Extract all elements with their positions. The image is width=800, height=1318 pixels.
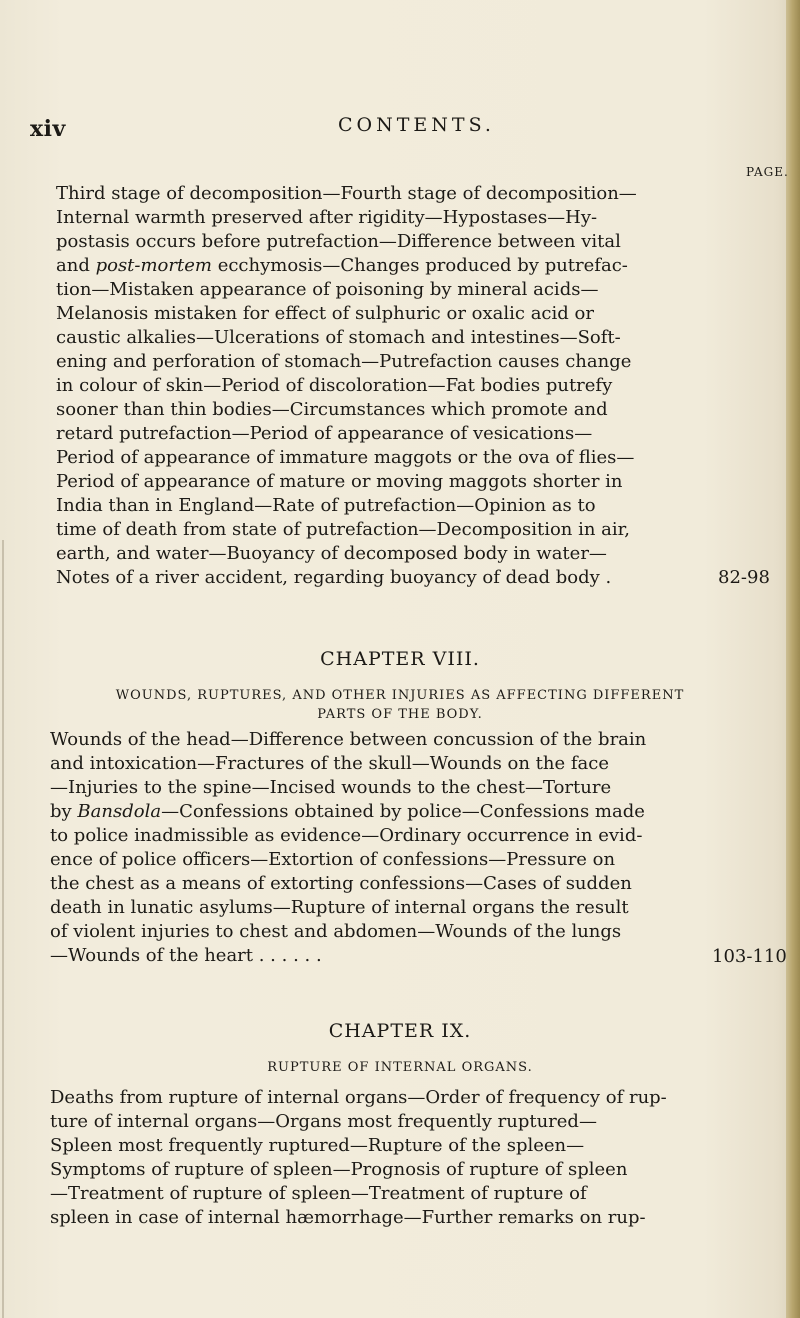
entry-line: retard putrefaction—Period of appearance of vesications— [56,423,593,444]
entry-line: Notes of a river accident, regarding buoyancy of dead body . [56,567,612,588]
entry-line: Internal warmth preserved after rigidity—Hypostases—Hy- [56,207,598,228]
chapter-subtitle-line: WOUNDS, RUPTURES, AND OTHER INJURIES AS AFFECTING DIFFERENT [115,688,685,703]
entry-line: spleen in case of internal hæmorrhage—Further remarks on rup- [50,1207,646,1228]
chapter-heading: CHAPTER VIII. [320,648,480,670]
entry-line: and intoxication—Fractures of the skull—Wounds on the face [50,753,610,774]
chapter-heading: CHAPTER IX. [328,1020,472,1042]
chapter-subtitle [40,686,760,724]
chapter-subtitle-line: RUPTURE OF INTERNAL ORGANS. [267,1060,533,1075]
entry-line: —Treatment of rupture of spleen—Treatment of rupture of [50,1183,587,1204]
chapter-subtitle [40,1058,760,1077]
entry-line: Deaths from rupture of internal organs—Order of frequency of rup- [50,1087,667,1108]
entry-line: in colour of skin—Period of discoloration—Fat bodies putrefy [56,375,613,396]
entry-line: —Wounds of the heart . . . . . . [50,945,322,966]
entry-line: Spleen most frequently ruptured—Rupture of the spleen— [50,1135,585,1156]
entry-line: Period of appearance of mature or moving maggots shorter in [56,471,623,492]
page-header [0,110,800,140]
entry-line: time of death from state of putrefaction—Decomposition in air, [56,519,631,540]
entry-line: of violent injuries to chest and abdomen—Wounds of the lungs [50,921,622,942]
entry-line: and post-mortem ecchymosis—Changes produced by putrefac- [56,255,628,276]
running-title: CONTENTS. [338,114,495,136]
entry-line: the chest as a means of extorting confessions—Cases of sudden [50,873,632,894]
entry-line: earth, and water—Buoyancy of decomposed body in water— [56,543,607,564]
chapter-subtitle-line: PARTS OF THE BODY. [317,707,483,722]
page-number: xiv [30,116,66,142]
entry-line: Melanosis mistaken for effect of sulphuric or oxalic acid or [56,303,594,324]
entry-line: Symptoms of rupture of spleen—Prognosis of rupture of spleen [50,1159,628,1180]
entry-page-range: 103-110 [712,946,787,967]
entry-line: Third stage of decomposition—Fourth stage of decomposition— [56,183,637,204]
contents-entry-wounds [50,728,740,968]
entry-line: death in lunatic asylums—Rupture of internal organs the result [50,897,629,918]
entry-line: sooner than thin bodies—Circumstances which promote and [56,399,608,420]
entry-line: ening and perforation of stomach—Putrefaction causes change [56,351,632,372]
entry-line: ture of internal organs—Organs most frequently ruptured— [50,1111,597,1132]
page-column-label: PAGE. [746,165,789,179]
entry-line: India than in England—Rate of putrefaction—Opinion as to [56,495,596,516]
entry-line: postasis occurs before putrefaction—Difference between vital [56,231,621,252]
entry-line: tion—Mistaken appearance of poisoning by mineral acids— [56,279,599,300]
entry-page-range: 82-98 [718,567,770,588]
contents-entry-decomposition [56,182,746,590]
entry-line: Period of appearance of immature maggots or the ova of flies— [56,447,635,468]
contents-entry-rupture [50,1086,740,1230]
entry-line: caustic alkalies—Ulcerations of stomach and intestines—Soft- [56,327,621,348]
entry-line: ence of police officers—Extortion of confessions—Pressure on [50,849,616,870]
entry-line: to police inadmissible as evidence—Ordinary occurrence in evid- [50,825,643,846]
entry-line: by Bansdola—Confessions obtained by police—Confessions made [50,801,645,822]
entry-line: —Injuries to the spine—Incised wounds to the chest—Torture [50,777,612,798]
entry-line: Wounds of the head—Difference between concussion of the brain [50,729,647,750]
